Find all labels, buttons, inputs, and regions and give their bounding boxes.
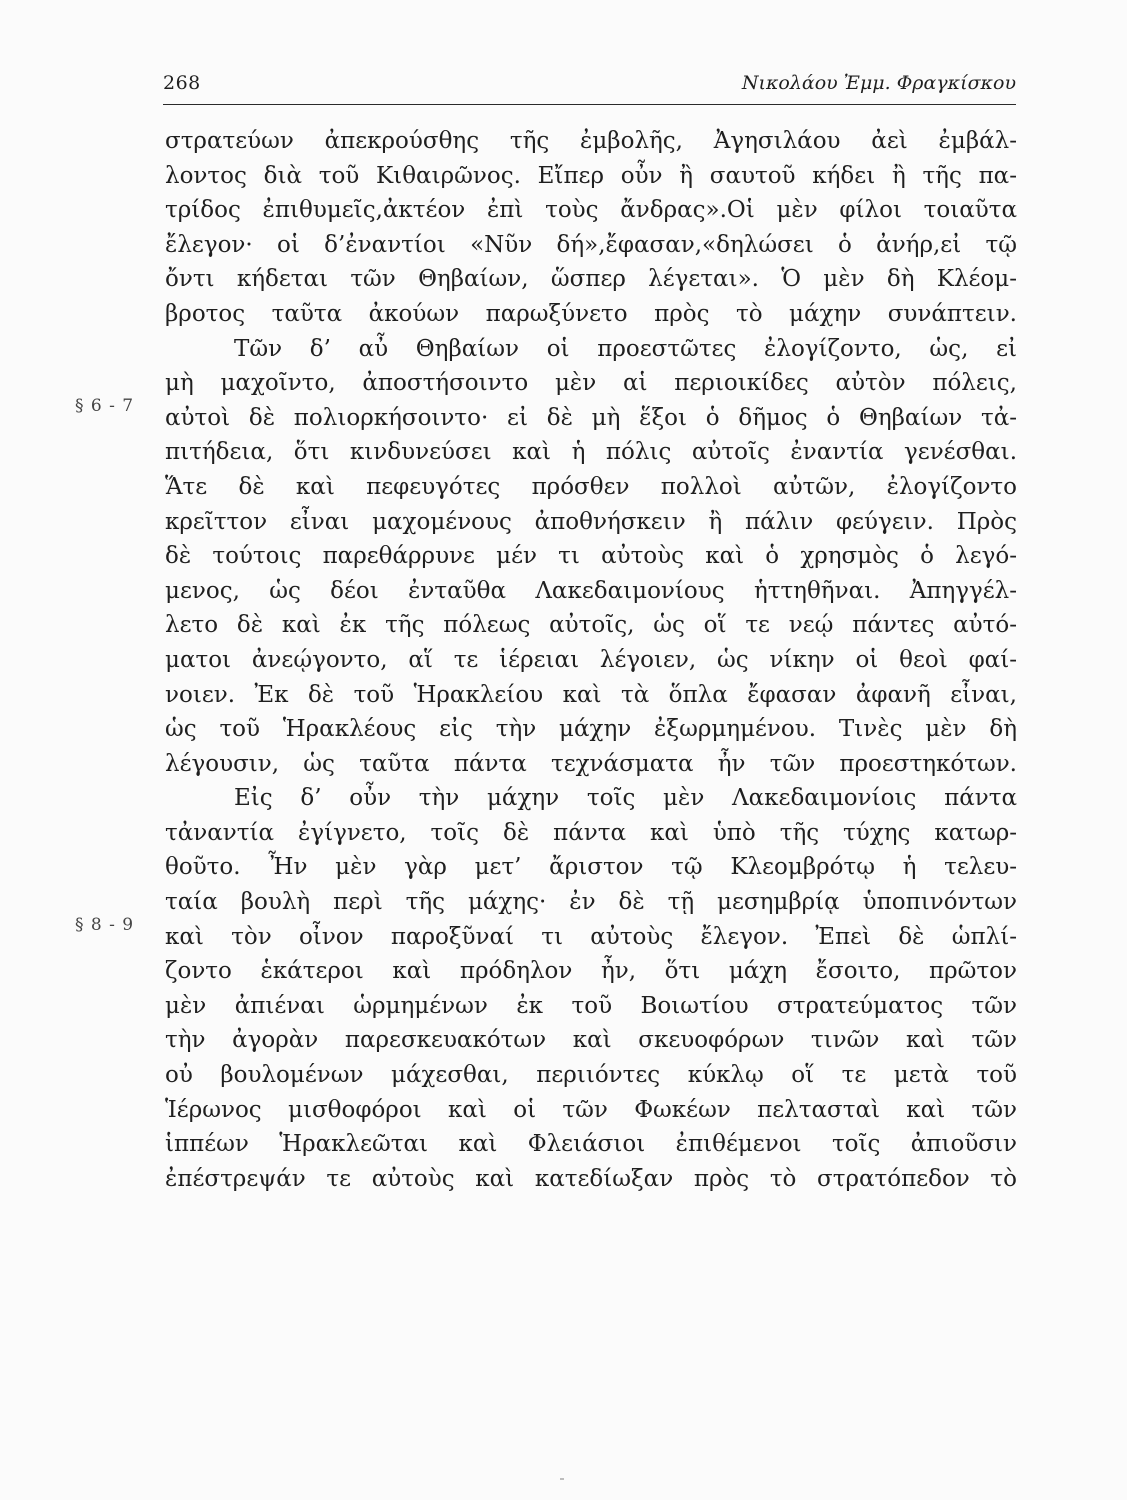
text-line: μενος, ὡς δέοι ἐνταῦθα Λακεδαιμονίους ἡττηθῆναι. Ἀπηγγέλ- [165,577,1017,604]
text-line: βροτος ταῦτα ἀκούων παρωξύνετο πρὸς τὸ μάχην συνάπτειν. [165,300,1017,327]
text-line: δὲ τούτοις παρεθάρρυνε μέν τι αὐτοὺς καὶ ὁ χρησμὸς ὁ λεγό- [165,543,1017,570]
margin-note-section-6-7: § 6 - 7 [75,396,135,416]
text-line: ἐπέστρεψάν τε αὐτοὺς καὶ κατεδίωξαν πρὸς τὸ στρατόπεδον τὸ [165,1165,1017,1192]
text-line: θοῦτο. Ἦν μὲν γὰρ μετ’ ἄριστον τῷ Κλεομβρότῳ ἡ τελευ- [165,854,1017,881]
running-head [163,66,1016,102]
text-line: τρίδος ἐπιθυμεῖς,ἀκτέον ἐπὶ τοὺς ἄνδρας».Οἱ μὲν φίλοι τοιαῦτα [165,197,1017,224]
text-line: ὄντι κήδεται τῶν Θηβαίων, ὥσπερ λέγεται». Ὁ μὲν δὴ Κλέομ- [165,266,1017,293]
text-line: λοντος διὰ τοῦ Κιθαιρῶνος. Εἴπερ οὖν ἢ σαυτοῦ κήδει ἢ τῆς πα- [165,162,1017,189]
text-line: μὲν ἀπιέναι ὡρμημένων ἐκ τοῦ Βοιωτίου στρατεύματος τῶν [165,992,1017,1019]
text-line: πιτήδεια, ὅτι κινδυνεύσει καὶ ἡ πόλις αὐτοῖς ἐναντία γενέσθαι. [165,439,1017,466]
text-line: καὶ τὸν οἶνον παροξῦναί τι αὐτοὺς ἔλεγον. Ἐπεὶ δὲ ὡπλί- [165,923,1017,950]
body-text [165,124,1017,1196]
text-line: Ἱέρωνος μισθοφόροι καὶ οἱ τῶν Φωκέων πελτασταὶ καὶ τῶν [165,1096,1017,1123]
text-line: ὡς τοῦ Ἡρακλέους εἰς τὴν μάχην ἐξωρμημένου. Τινὲς μὲν δὴ [165,716,1017,743]
text-line: λέγουσιν, ὡς ταῦτα πάντα τεχνάσματα ἦν τῶν προεστηκότων. [165,750,1017,777]
text-line: νοιεν. Ἐκ δὲ τοῦ Ἡρακλείου καὶ τὰ ὅπλα ἔφασαν ἀφανῆ εἶναι, [165,681,1017,708]
text-line: στρατεύων ἀπεκρούσθης τῆς ἐμβολῆς, Ἀγησιλάου ἀεὶ ἐμβάλ- [165,128,1017,154]
margin-note-section-8-9: § 8 - 9 [75,915,135,935]
text-line: τἀναντία ἐγίγνετο, τοῖς δὲ πάντα καὶ ὑπὸ τῆς τύχης κατωρ- [165,819,1017,846]
page-number: 268 [163,72,201,94]
text-line: μὴ μαχοῖντο, ἀποστήσοιντο μὲν αἱ περιοικίδες αὐτὸν πόλεις, [165,370,1017,397]
text-line: οὐ βουλομένων μάχεσθαι, περιιόντες κύκλῳ οἵ τε μετὰ τοῦ [165,1062,1017,1089]
text-line: ζοντο ἑκάτεροι καὶ πρόδηλον ἦν, ὅτι μάχη ἔσοιτο, πρῶτον [165,958,1017,985]
header-rule [163,104,1016,105]
text-line: ἔλεγον· οἱ δ’ἐναντίοι «Νῦν δή»,ἔφασαν,«δηλώσει ὁ ἀνήρ,εἰ τῷ [165,231,1017,258]
text-line: αὐτοὶ δὲ πολιορκήσοιντο· εἰ δὲ μὴ ἕξοι ὁ δῆμος ὁ Θηβαίων τἀ- [165,404,1017,431]
text-line: Ἅτε δὲ καὶ πεφευγότες πρόσθεν πολλοὶ αὐτῶν, ἐλογίζοντο [165,473,1017,500]
paragraph-first-line: Τῶν δ’ αὖ Θηβαίων οἱ προεστῶτες ἐλογίζοντο, ὡς, εἰ [234,335,1017,362]
text-line: τὴν ἀγορὰν παρεσκευακότων καὶ σκευοφόρων τινῶν καὶ τῶν [165,1027,1017,1054]
text-line: ἱππέων Ἡρακλεῶται καὶ Φλειάσιοι ἐπιθέμενοι τοῖς ἀπιοῦσιν [165,1131,1017,1158]
text-line: κρεῖττον εἶναι μαχομένους ἀποθνήσκειν ἢ πάλιν φεύγειν. Πρὸς [165,508,1017,535]
paragraph-first-line: Εἰς δ’ οὖν τὴν μάχην τοῖς μὲν Λακεδαιμονίοις πάντα [234,785,1017,812]
running-title: Νικολάου Ἐμμ. Φραγκίσκου [741,72,1016,94]
text-line: λετο δὲ καὶ ἐκ τῆς πόλεως αὐτοῖς, ὡς οἵ τε νεῴ πάντες αὐτό- [165,612,1017,639]
print-speck [560,1478,564,1480]
text-line: ταία βουλὴ περὶ τῆς μάχης· ἐν δὲ τῇ μεσημβρίᾳ ὑποπινόντων [165,889,1017,916]
text-line: ματοι ἀνεῴγοντο, αἵ τε ἱέρειαι λέγοιεν, ὡς νίκην οἱ θεοὶ φαί- [165,646,1017,673]
